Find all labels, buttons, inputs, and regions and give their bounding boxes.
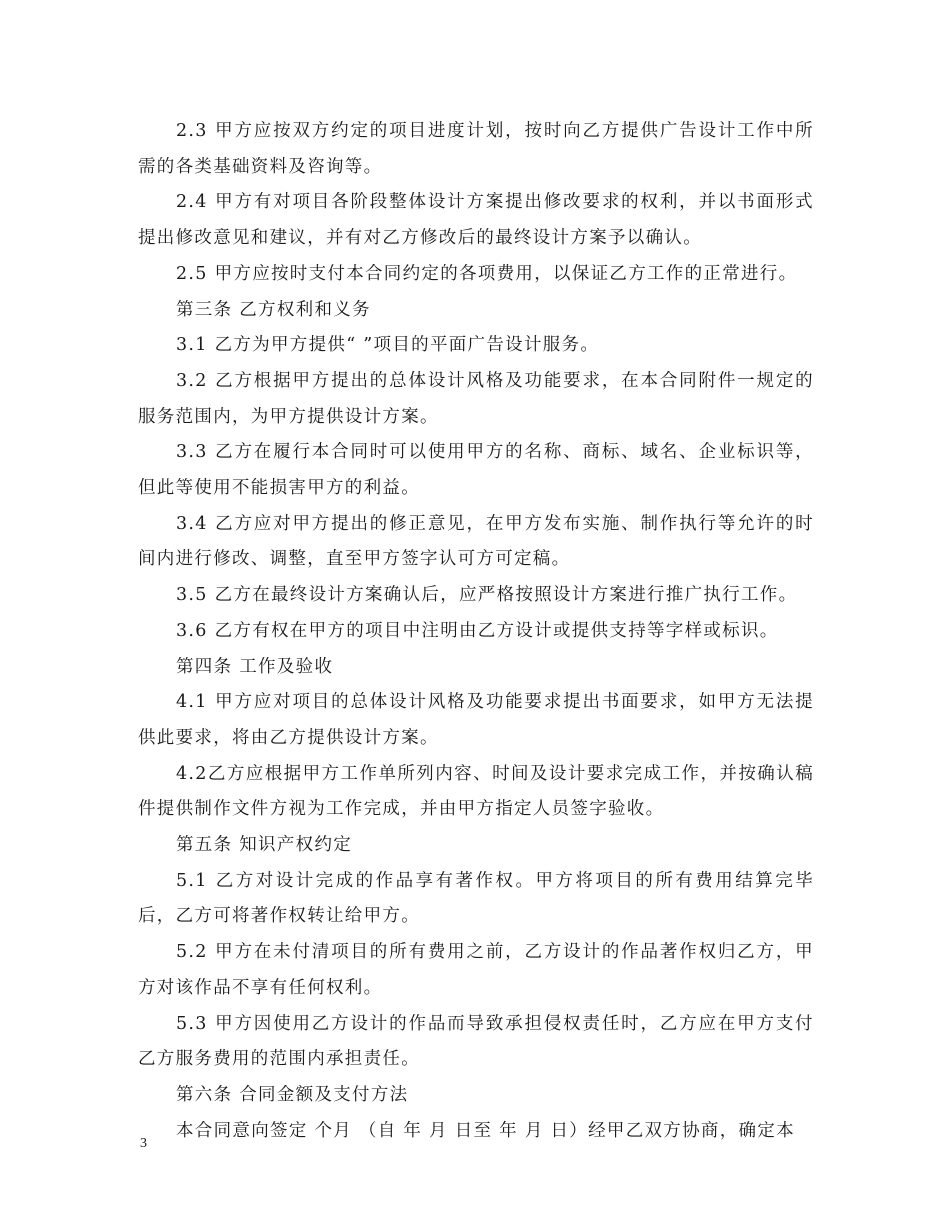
article-3-heading: 第三条 乙方权利和义务	[176, 299, 371, 320]
clause-3-1: 3.1 乙方为甲方提供“ ”项目的平面广告设计服务。	[176, 335, 600, 356]
clause-4-1: 4.1 甲方应对项目的总体设计风格及功能要求提出书面要求，如甲方无法提供此要求，将由乙方提供设计方案。	[138, 692, 814, 748]
clause-3-2: 3.2 乙方根据甲方提出的总体设计风格及功能要求，在本合同附件一规定的服务范围内，为甲方提供设计方案。	[138, 370, 814, 427]
clause-3-6: 3.6 乙方有权在甲方的项目中注明由乙方设计或提供支持等字样或标识。	[176, 620, 779, 641]
article-5-heading: 第五条 知识产权约定	[176, 835, 353, 856]
contract-body	[138, 114, 814, 1149]
article-4-heading: 第四条 工作及验收	[176, 656, 334, 677]
clause-5-3: 5.3 甲方因使用乙方设计的作品而导致承担侵权责任时，乙方应在甲方支付乙方服务费用的范围内承担责任。	[138, 1013, 814, 1070]
clause-5-2: 5.2 甲方在未付清项目的所有费用之前，乙方设计的作品著作权归乙方，甲方对该作品不享有任何权利。	[138, 942, 814, 998]
clause-2-5: 2.5 甲方应按时支付本合同约定的各项费用，以保证乙方工作的正常进行。	[176, 263, 798, 284]
clause-3-4: 3.4 乙方应对甲方提出的修正意见，在甲方发布实施、制作执行等允许的时间内进行修改、调整，直至甲方签字认可方可定稿。	[138, 513, 814, 570]
clause-4-2: 4.2乙方应根据甲方工作单所列内容、时间及设计要求完成工作，并按确认稿件提供制作文件方视为工作完成，并由甲方指定人员签字验收。	[138, 763, 814, 820]
clause-3-5: 3.5 乙方在最终设计方案确认后，应严格按照设计方案进行推广执行工作。	[176, 585, 798, 606]
clause-5-1: 5.1 乙方对设计完成的作品享有著作权。甲方将项目的所有费用结算完毕后，乙方可将著作权转让给甲方。	[138, 870, 814, 927]
clause-3-3: 3.3 乙方在履行本合同时可以使用甲方的名称、商标、域名、企业标识等，但此等使用不能损害甲方的利益。	[138, 442, 814, 499]
article-6-intro: 本合同意向签定 个月 （自 年 月 日至 年 月 日）经甲乙双方协商，确定本	[176, 1120, 795, 1141]
article-6-heading: 第六条 合同金额及支付方法	[176, 1084, 409, 1105]
clause-2-3: 2.3 甲方应按双方约定的项目进度计划，按时向乙方提供广告设计工作中所需的各类基础资料及咨询等。	[138, 121, 814, 177]
clause-2-4: 2.4 甲方有对项目各阶段整体设计方案提出修改要求的权利，并以书面形式提出修改意见和建议，并有对乙方修改后的最终设计方案予以确认。	[138, 192, 814, 249]
page-number: 3	[140, 1136, 147, 1151]
